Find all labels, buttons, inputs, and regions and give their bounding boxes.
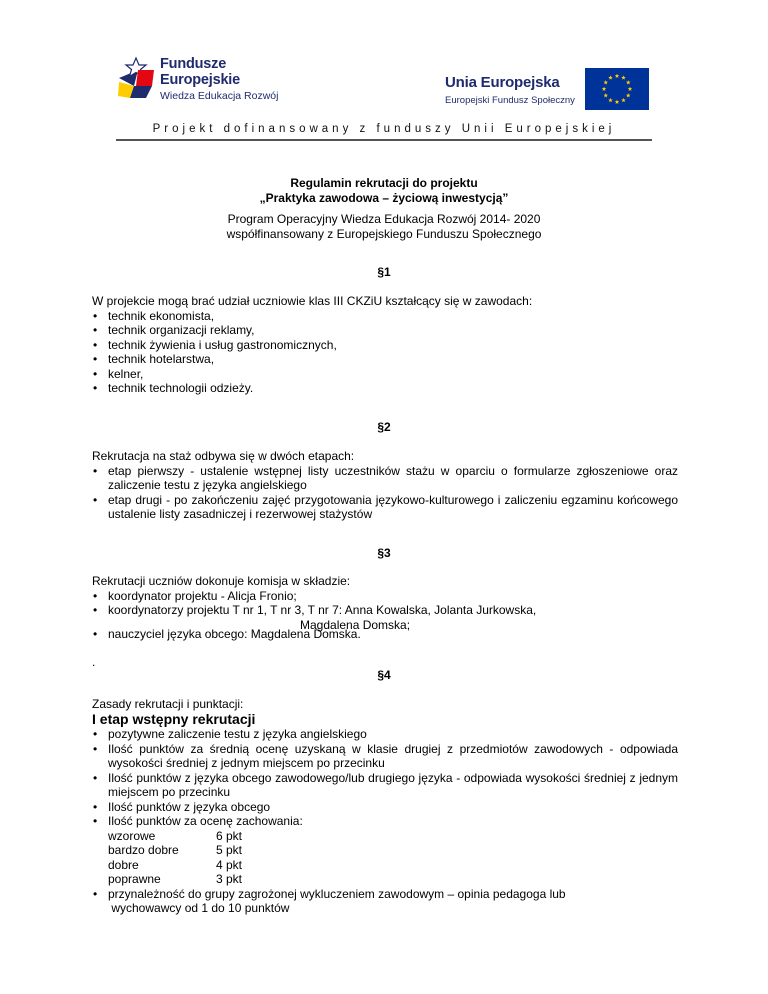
list-item: • technik żywienia i usług gastronomicznych, <box>92 338 678 353</box>
section3-list-b <box>92 627 678 642</box>
fundusze-europejskie-logo-icon <box>116 56 156 100</box>
behavior-points-label: Ilość punktów za ocenę zachowania: <box>108 814 303 828</box>
last-item-line1: przynależność do grupy zagrożonej wykluczeniem zawodowym – opinia pedagoga lub <box>108 886 566 901</box>
ue-line2: Europejski Fundusz Społeczny <box>445 95 575 106</box>
header-divider <box>116 139 652 141</box>
last-item-line2: wychowawcy od 1 do 10 punktów <box>108 901 290 915</box>
list-item: • etap pierwszy - ustalenie wstępnej listy uczestników stażu w oparciu o formularze zgłoszeniowe oraz zaliczenie testu z języka angielskiego <box>92 464 678 493</box>
program-line2: współfinansowany z Europejskiego Funduszu Społecznego <box>226 226 542 241</box>
list-item: • pozytywne zaliczenie testu z języka angielskiego <box>92 727 678 742</box>
section4-list <box>92 727 678 916</box>
doc-title-line1: Regulamin rekrutacji do projektu <box>290 176 478 190</box>
section4-heading: §4 <box>377 668 391 682</box>
program-line1: Program Operacyjny Wiedza Edukacja Rozwój 2014- 2020 <box>227 212 541 226</box>
grade-name: bardzo dobre <box>108 843 179 857</box>
grade-points: 5 pkt <box>216 843 243 857</box>
list-item: • Ilość punktów za średnią ocenę uzyskaną w klasie drugiej z przedmiotów zawodowych - odpowiada wysokości średniej z jednym miejscem po przecinku <box>92 742 678 771</box>
grade-row <box>108 843 678 858</box>
grade-points: 4 pkt <box>216 857 243 872</box>
fe-line1: Fundusze <box>160 56 227 72</box>
list-item <box>92 887 678 916</box>
list-item: • Ilość punktów z języka obcego zawodowego/lub drugiego języka - odpowiada wysokości średniej z jednym miejscem po przecinku <box>92 771 678 800</box>
fe-logo-text <box>160 56 278 103</box>
fe-line3: Wiedza Edukacja Rozwój <box>160 90 279 102</box>
section3-list-a <box>92 589 678 618</box>
section2-list <box>92 464 678 522</box>
grades-table <box>108 829 678 887</box>
section1-list <box>92 309 678 396</box>
list-item: • etap drugi - po zakończeniu zajęć przygotowania językowo-kulturowego i zaliczeniu egzaminu końcowego ustalenie listy zasadniczej i rezerwowej stażystów <box>92 493 678 522</box>
list-item: • technik technologii odzieży. <box>92 381 678 396</box>
grade-row <box>108 872 678 887</box>
section1-intro: W projekcie mogą brać udział uczniowie klas III CKZiU kształcący się w zawodach: <box>92 294 533 308</box>
list-item: • kelner, <box>92 367 678 382</box>
section3-item2-continuation: Magdalena Domska; <box>300 617 411 632</box>
section3-intro: Rekrutacji uczniów dokonuje komisja w składzie: <box>92 574 351 588</box>
list-item: • technik organizacji reklamy, <box>92 323 678 338</box>
section1-heading: §1 <box>377 265 391 279</box>
list-item: • Ilość punktów z języka obcego <box>92 800 678 815</box>
list-item: • technik hotelarstwa, <box>92 352 678 367</box>
list-item <box>92 814 678 887</box>
eu-flag-icon <box>585 68 649 110</box>
grade-row <box>108 829 678 844</box>
list-item: • technik ekonomista, <box>92 309 678 324</box>
project-tagline: Projekt dofinansowany z funduszy Unii Europejskiej <box>152 123 616 135</box>
list-item: • koordynatorzy projektu T nr 1, T nr 3, T nr 7: Anna Kowalska, Jolanta Jurkowska, <box>92 603 678 618</box>
ue-logo-text <box>445 74 575 108</box>
ue-line1: Unia Europejska <box>445 74 560 91</box>
section4-intro: Zasady rekrutacji i punktacji: <box>92 697 244 711</box>
list-item: • koordynator projektu - Alicja Fronio; <box>92 589 678 604</box>
stray-dot: . <box>92 655 96 669</box>
grade-points: 6 pkt <box>216 828 243 843</box>
fe-line2: Europejskie <box>160 72 240 88</box>
section2-heading: §2 <box>377 420 391 434</box>
stage1-title: I etap wstępny rekrutacji <box>92 711 256 727</box>
section3-heading: §3 <box>377 546 391 560</box>
grade-name: wzorowe <box>108 828 156 843</box>
grade-name: dobre <box>108 857 139 872</box>
section2-intro: Rekrutacja na staż odbywa się w dwóch etapach: <box>92 449 355 463</box>
grade-row <box>108 858 678 873</box>
list-item: • nauczyciel języka obcego: Magdalena Domska. <box>92 627 678 642</box>
doc-title-line2: „Praktyka zawodowa – życiową inwestycją” <box>259 190 509 205</box>
grade-points: 3 pkt <box>216 872 243 886</box>
grade-name: poprawne <box>108 872 161 886</box>
